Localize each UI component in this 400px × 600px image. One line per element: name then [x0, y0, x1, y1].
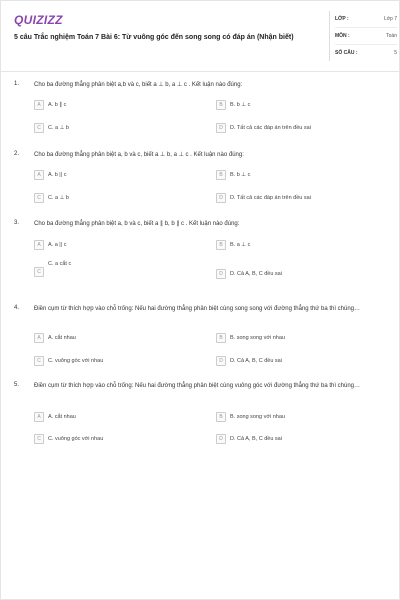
option-b[interactable]	[216, 411, 376, 423]
meta-key: LỚP :	[335, 16, 349, 22]
worksheet-title: 5 câu Trắc nghiệm Toán 7 Bài 6: Từ vuông góc đến song song có đáp án (Nhận biết)	[14, 34, 294, 41]
worksheet-header	[1, 1, 399, 72]
question-number: 1.	[14, 81, 20, 87]
meta-table	[329, 11, 397, 61]
option-b[interactable]	[216, 169, 376, 181]
option-text: C. a ⊥ b	[48, 195, 69, 201]
meta-row-class	[335, 11, 397, 28]
question-number: 3.	[14, 220, 20, 226]
option-a[interactable]	[34, 169, 194, 181]
option-letter-box: C	[34, 356, 44, 366]
option-letter-box: B	[216, 170, 226, 180]
option-a[interactable]	[34, 332, 194, 344]
option-d[interactable]	[216, 355, 376, 367]
meta-value: Toán	[386, 33, 397, 39]
meta-row-subject	[335, 28, 397, 45]
option-letter-box: B	[216, 240, 226, 250]
option-letter-box: C	[34, 267, 44, 277]
option-text: D. Tất cả các đáp án trên đều sai	[230, 195, 311, 201]
option-text: D. Cả A, B, C đều sai	[230, 271, 282, 277]
option-letter-box: C	[34, 434, 44, 444]
option-text: B. b ⊥ c	[230, 102, 251, 108]
option-b[interactable]	[216, 239, 376, 251]
option-letter-box: D	[216, 434, 226, 444]
meta-value: 5	[394, 50, 397, 56]
option-text: B. b ⊥ c	[230, 172, 251, 178]
option-text: D. Tất cả các đáp án trên đều sai	[230, 125, 311, 131]
option-b[interactable]	[216, 99, 376, 111]
question-text: Cho ba đường thẳng phân biệt a, b và c, biết a ⊥ b, a ⊥ c . Kết luận nào đúng:	[34, 152, 244, 158]
meta-value: Lớp 7	[383, 16, 397, 22]
option-letter-box: A	[34, 412, 44, 422]
question-text: Điền cụm từ thích hợp vào chỗ trống: Nếu hai đường thẳng phân biệt cùng vuông góc với đường thẳng thứ ba thì chúng…	[34, 383, 361, 389]
option-text: C. a cắt c	[48, 261, 72, 267]
question-number: 2.	[14, 151, 20, 157]
meta-row-count	[335, 45, 397, 61]
option-text: C. vuông góc với nhau	[48, 436, 104, 442]
option-text: B. song song với nhau	[230, 335, 285, 341]
question-text: Điền cụm từ thích hợp vào chỗ trống: Nếu hai đường thẳng phân biệt cùng song song với đường thẳng thứ ba thì chúng…	[34, 306, 361, 312]
question-number: 4.	[14, 305, 20, 311]
option-letter-box: D	[216, 193, 226, 203]
option-text: A. cắt nhau	[48, 335, 76, 341]
option-d[interactable]	[216, 268, 376, 280]
option-letter-box: B	[216, 333, 226, 343]
option-letter-box: D	[216, 123, 226, 133]
option-c[interactable]	[34, 122, 194, 134]
option-letter-box: D	[216, 269, 226, 279]
question-number: 5.	[14, 382, 20, 388]
option-d[interactable]	[216, 122, 376, 134]
option-text: A. b ∥ c	[48, 102, 67, 108]
question-text: Cho ba đường thẳng phân biệt a,b và c, biết a ⊥ b, a ⊥ c . Kết luận nào đúng:	[34, 82, 243, 88]
option-letter-box: C	[34, 123, 44, 133]
option-text: D. Cả A, B, C đều sai	[230, 436, 282, 442]
option-c[interactable]	[34, 355, 194, 367]
option-d[interactable]	[216, 192, 376, 204]
option-text: A. a || c	[48, 242, 67, 248]
option-text: C. a ⊥ b	[48, 125, 69, 131]
question-text: Cho ba đường thẳng phân biệt a, b và c, biết a ∥ b, b ∥ c . Kết luận nào đúng:	[34, 221, 240, 227]
option-letter-box: A	[34, 170, 44, 180]
option-text: B. song song với nhau	[230, 414, 285, 420]
option-letter-box: B	[216, 100, 226, 110]
option-letter-box: D	[216, 356, 226, 366]
option-c[interactable]	[34, 433, 194, 445]
option-text: A. b || c	[48, 172, 67, 178]
option-text: B. a ⊥ c	[230, 242, 251, 248]
meta-key: SỐ CÂU :	[335, 50, 358, 56]
option-letter-box: A	[34, 333, 44, 343]
option-letter-box: C	[34, 193, 44, 203]
option-a[interactable]	[34, 411, 194, 423]
option-a[interactable]	[34, 239, 194, 251]
option-letter-box: A	[34, 100, 44, 110]
option-b[interactable]	[216, 332, 376, 344]
option-text: C. vuông góc với nhau	[48, 358, 104, 364]
meta-key: MÔN :	[335, 33, 350, 39]
option-a[interactable]	[34, 99, 194, 111]
quizizz-logo: QUIZIZZ	[14, 13, 63, 27]
option-text: A. cắt nhau	[48, 414, 76, 420]
option-text: D. Cả A, B, C đều sai	[230, 358, 282, 364]
option-c[interactable]	[34, 261, 194, 281]
option-letter-box: B	[216, 412, 226, 422]
option-d[interactable]	[216, 433, 376, 445]
option-letter-box: A	[34, 240, 44, 250]
option-c[interactable]	[34, 192, 194, 204]
